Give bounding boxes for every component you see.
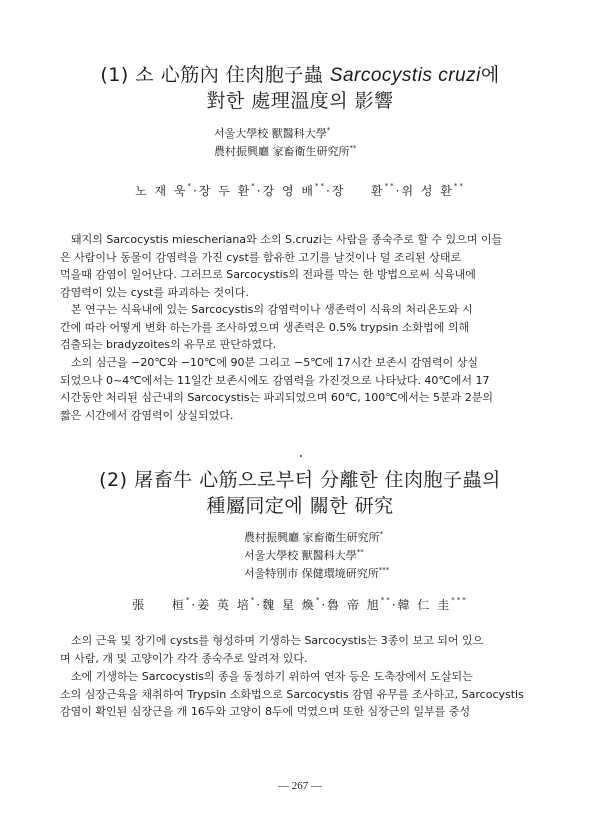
author-name: 강 영 배 [262, 184, 315, 198]
page-number: — 267 — [278, 780, 322, 792]
article2-paragraph: 소의 근육 및 장기에 cysts를 형성하며 기생하는 Sarcocystis는 3종이 보고 되어 있으 며 사람, 개 및 고양이가 각각 종숙주로 알려져 있다. [60, 634, 484, 665]
article1-title-line1 [0, 63, 600, 88]
article1-affiliation: 서울大學校 獸醫科大學* [214, 126, 331, 140]
author-name: 노 재 욱 [135, 184, 188, 198]
article2-number: (2) [99, 469, 128, 491]
article1-paragraph: 소의 심근을 −20℃와 −10℃에 90분 그리고 −5℃에 17시간 보존시 감염력이 상실 되었으나 0~4℃에서는 11일간 보존시에도 감염력을 가진것으로 나타났다. 40℃에서 17 시간동안 처리된 심근내의 Sarcocystis는 파괴되었으며 60℃, 100℃에서는 5분과 2분의 짧은 시간에서 감염력이 상실되었다. [60, 356, 493, 422]
article2-affiliation: 農村振興廳 家畜衛生研究所* [244, 530, 383, 544]
separator-dot [300, 455, 302, 457]
author-name: 장 두 환 [198, 184, 252, 198]
author-name: 장 환 [331, 184, 385, 198]
article1-title-end: 에 [480, 64, 500, 86]
article1-authors: 노 재 욱*·장 두 환*·강 영 배**·장 환**·위 성 환** [135, 182, 465, 198]
article1-affiliation: 農村振興廳 家畜衛生研究所** [214, 144, 357, 158]
author-name: 魯 帝 旭 [327, 598, 381, 612]
article1-paragraph: 본 연구는 식육내에 있는 Sarcocystis의 감염력이나 생존력이 식육의 처리온도와 시 간에 따라 어떻게 변화 하는가를 조사하였으며 생존력은 0.5% trypsin 소화법에 의해 검출되는 bradyzoites의 유무로 판단하였다. [60, 303, 473, 352]
article1-title-line2: 對한 處理溫度의 影響 [206, 90, 394, 112]
article2-title-line1 [0, 468, 600, 492]
article1-title-ko: 소 心筋內 住肉胞子蟲 [135, 64, 324, 86]
author-name: 韓 仁 圭 [397, 598, 452, 612]
article2-paragraph: 소에 기생하는 Sarcocystis의 종을 동정하기 위하여 연자 등은 도축장에서 도살되는 소의 심장근육을 채취하여 Trypsin 소화법으로 Sarcocystis 감염 유무를 조사하고, Sarcocystis 감염이 확인된 심장근을 개 16두와 고양이 8두에 먹였으며 또한 심장근의 일부를 중성 [60, 670, 524, 719]
article2-affiliation: 서울特別市 保健環境研究所*** [244, 566, 390, 580]
article1-number: (1) [100, 64, 129, 86]
article1-paragraph: 돼지의 Sarcocystis miescheriana와 소의 S.cruzi는 사람을 종숙주로 할 수 있으며 이들 은 사람이나 동물이 감염력을 가진 cyst를 함유한 고기를 날것이나 덜 조리된 상태로 먹을때 감염이 일어난다. 그러므로 Sarcocystis의 전파를 막는 한 방법으로써 식육내에 감염력이 있는 cyst를 파괴하는 것이다. [60, 233, 503, 299]
article2-title-text: 屠畜牛 心筋으로부터 分離한 住肉胞子蟲의 [134, 469, 501, 491]
article1-title-scientific: Sarcocystis cruzi [329, 65, 481, 86]
author-name: 姜 英 培 [197, 598, 251, 612]
article2-authors: 張 桓*·姜 英 培*·魏 星 煥*·魯 帝 旭**·韓 仁 圭*** [132, 596, 468, 612]
article2-affiliation: 서울大學校 獸醫科大學** [244, 548, 364, 562]
author-name: 위 성 환 [401, 184, 454, 198]
author-name: 張 桓 [132, 598, 186, 612]
author-name: 魏 星 煥 [262, 598, 316, 612]
article2-title-line2: 種屬同定에 關한 研究 [206, 495, 394, 517]
